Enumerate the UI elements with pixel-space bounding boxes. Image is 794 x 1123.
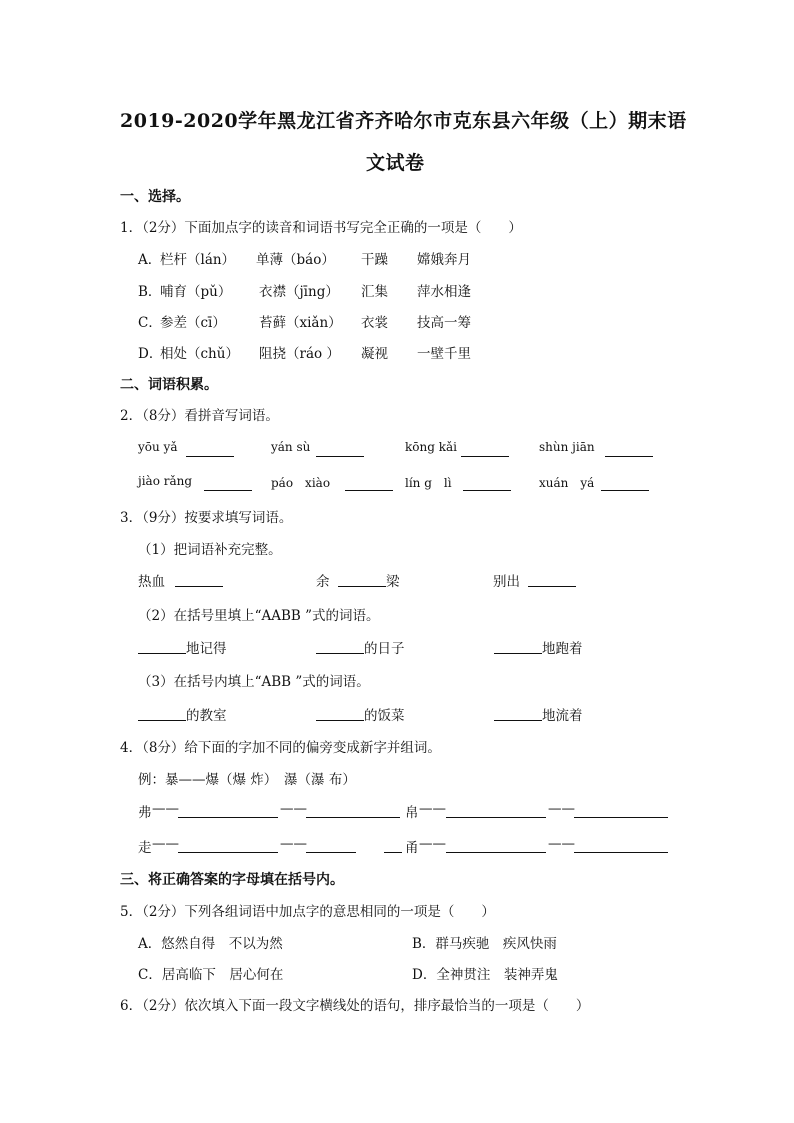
- page-title: 2019-2020学年黑龙江省齐齐哈尔市克东县六年级（上）期末语: [120, 110, 687, 132]
- option-item: 萍水相逢: [417, 284, 471, 300]
- option-item: 干躁: [361, 252, 388, 268]
- option-item: 单薄（báo）: [256, 252, 335, 268]
- word-fragment: 的日子: [364, 641, 405, 657]
- word-fragment: 梁: [386, 574, 400, 590]
- q5-option-d: D．全神贯注 装神弄鬼: [412, 967, 558, 983]
- option-label: B．: [138, 284, 162, 300]
- pinyin: kōng kǎi: [405, 440, 457, 454]
- option-item: 哺育（pǔ）: [160, 284, 232, 300]
- section-heading-3: 三、将正确答案的字母填在括号内。: [120, 872, 344, 888]
- question-6-stem: 6．（2分）依次填入下面一段文字横线处的语句，排序最恰当的一项是（ ）: [120, 998, 590, 1014]
- pinyin: páo xiào: [271, 476, 331, 490]
- answer-blank[interactable]: [138, 706, 186, 721]
- word-fragment: 热血: [138, 574, 165, 590]
- option-item: 汇集: [361, 284, 388, 300]
- word-fragment: 地跑着: [542, 641, 583, 657]
- base-char: 弗: [138, 805, 152, 821]
- question-5-stem: 5．（2分）下列各组词语中加点字的意思相同的一项是（ ）: [120, 904, 495, 920]
- page-title-continued: 文试卷: [366, 152, 425, 174]
- dash: ——: [280, 836, 307, 852]
- question-4-stem: 4．（8分）给下面的字加不同的偏旁变成新字并组词。: [120, 740, 441, 756]
- option-item: 凝视: [361, 346, 388, 362]
- dash: ——: [548, 801, 575, 817]
- word-fragment: 地流着: [542, 708, 583, 724]
- word-fragment: 的教室: [186, 708, 227, 724]
- q3-sub-3: （3）在括号内填上“ABB ”式的词语。: [138, 674, 370, 690]
- dash: ——: [152, 801, 179, 817]
- q4-example: 例：暴——爆（爆 炸） 瀑（瀑 布）: [138, 772, 356, 788]
- option-item: 衣襟（jīng）: [259, 284, 339, 300]
- answer-blank[interactable]: [178, 838, 278, 853]
- pinyin: shùn jiān: [539, 440, 595, 454]
- pinyin: lín g lì: [405, 476, 452, 490]
- option-label: D．: [138, 346, 163, 362]
- answer-blank[interactable]: [186, 442, 234, 457]
- option-label: C．: [138, 315, 162, 331]
- answer-blank[interactable]: [446, 803, 546, 818]
- pinyin: xuán yá: [539, 476, 595, 490]
- answer-blank[interactable]: [138, 639, 186, 654]
- section-heading-1: 一、选择。: [120, 189, 190, 205]
- word-fragment: 余: [316, 574, 330, 590]
- q5-option-b: B．群马疾驰 疾风快雨: [412, 936, 557, 952]
- answer-blank[interactable]: [574, 838, 668, 853]
- q3-sub-2: （2）在括号里填上“AABB ”式的词语。: [138, 608, 380, 624]
- option-item: 相处（chǔ）: [160, 346, 239, 362]
- answer-blank[interactable]: [494, 706, 542, 721]
- section-heading-2: 二、词语积累。: [120, 377, 218, 393]
- option-label: A．: [138, 252, 162, 268]
- dash: ——: [548, 836, 575, 852]
- answer-blank[interactable]: [601, 476, 649, 491]
- pinyin: yōu yǎ: [138, 440, 178, 454]
- answer-blank[interactable]: [494, 639, 542, 654]
- answer-blank[interactable]: [463, 476, 511, 491]
- option-item: 一壁千里: [417, 346, 471, 362]
- question-1-stem: 1．（2分）下面加点字的读音和词语书写完全正确的一项是（ ）: [120, 220, 522, 236]
- word-fragment: 的饭菜: [364, 708, 405, 724]
- answer-blank[interactable]: [605, 442, 653, 457]
- question-2-stem: 2．（8分）看拼音写词语。: [120, 408, 279, 424]
- q5-option-c: C．居高临下 居心何在: [138, 967, 284, 983]
- option-item: 苔藓（xiǎn）: [259, 315, 342, 331]
- answer-blank[interactable]: [461, 442, 509, 457]
- option-item: 栏杆（lán）: [160, 252, 236, 268]
- answer-blank[interactable]: [175, 572, 223, 587]
- pinyin: yán sù: [271, 440, 311, 454]
- answer-blank[interactable]: [384, 838, 402, 853]
- answer-blank[interactable]: [178, 803, 278, 818]
- option-item: 技高一筹: [417, 315, 471, 331]
- base-char: 甬: [405, 840, 419, 856]
- question-3-stem: 3．（9分）按要求填写词语。: [120, 510, 293, 526]
- answer-blank[interactable]: [316, 706, 364, 721]
- answer-blank[interactable]: [306, 803, 400, 818]
- answer-blank[interactable]: [204, 476, 252, 491]
- answer-blank[interactable]: [338, 572, 386, 587]
- q5-option-a: A．悠然自得 不以为然: [138, 936, 283, 952]
- q3-sub-1: （1）把词语补充完整。: [138, 542, 282, 558]
- word-fragment: 地记得: [186, 641, 227, 657]
- option-item: 参差（cī）: [160, 315, 226, 331]
- option-item: 衣裳: [361, 315, 388, 331]
- answer-blank[interactable]: [574, 803, 668, 818]
- option-item: 阻挠（ráo ）: [259, 346, 340, 362]
- dash: ——: [152, 836, 179, 852]
- dash: ——: [419, 836, 446, 852]
- option-item: 嫦娥奔月: [417, 252, 471, 268]
- base-char: 帛: [405, 805, 419, 821]
- answer-blank[interactable]: [345, 476, 393, 491]
- answer-blank[interactable]: [316, 639, 364, 654]
- pinyin: jiào rǎng: [138, 474, 193, 488]
- answer-blank[interactable]: [446, 838, 546, 853]
- answer-blank[interactable]: [306, 838, 356, 853]
- dash: ——: [419, 801, 446, 817]
- dash: ——: [280, 801, 307, 817]
- word-fragment: 别出: [493, 574, 520, 590]
- answer-blank[interactable]: [316, 442, 364, 457]
- base-char: 走: [138, 840, 152, 856]
- answer-blank[interactable]: [528, 572, 576, 587]
